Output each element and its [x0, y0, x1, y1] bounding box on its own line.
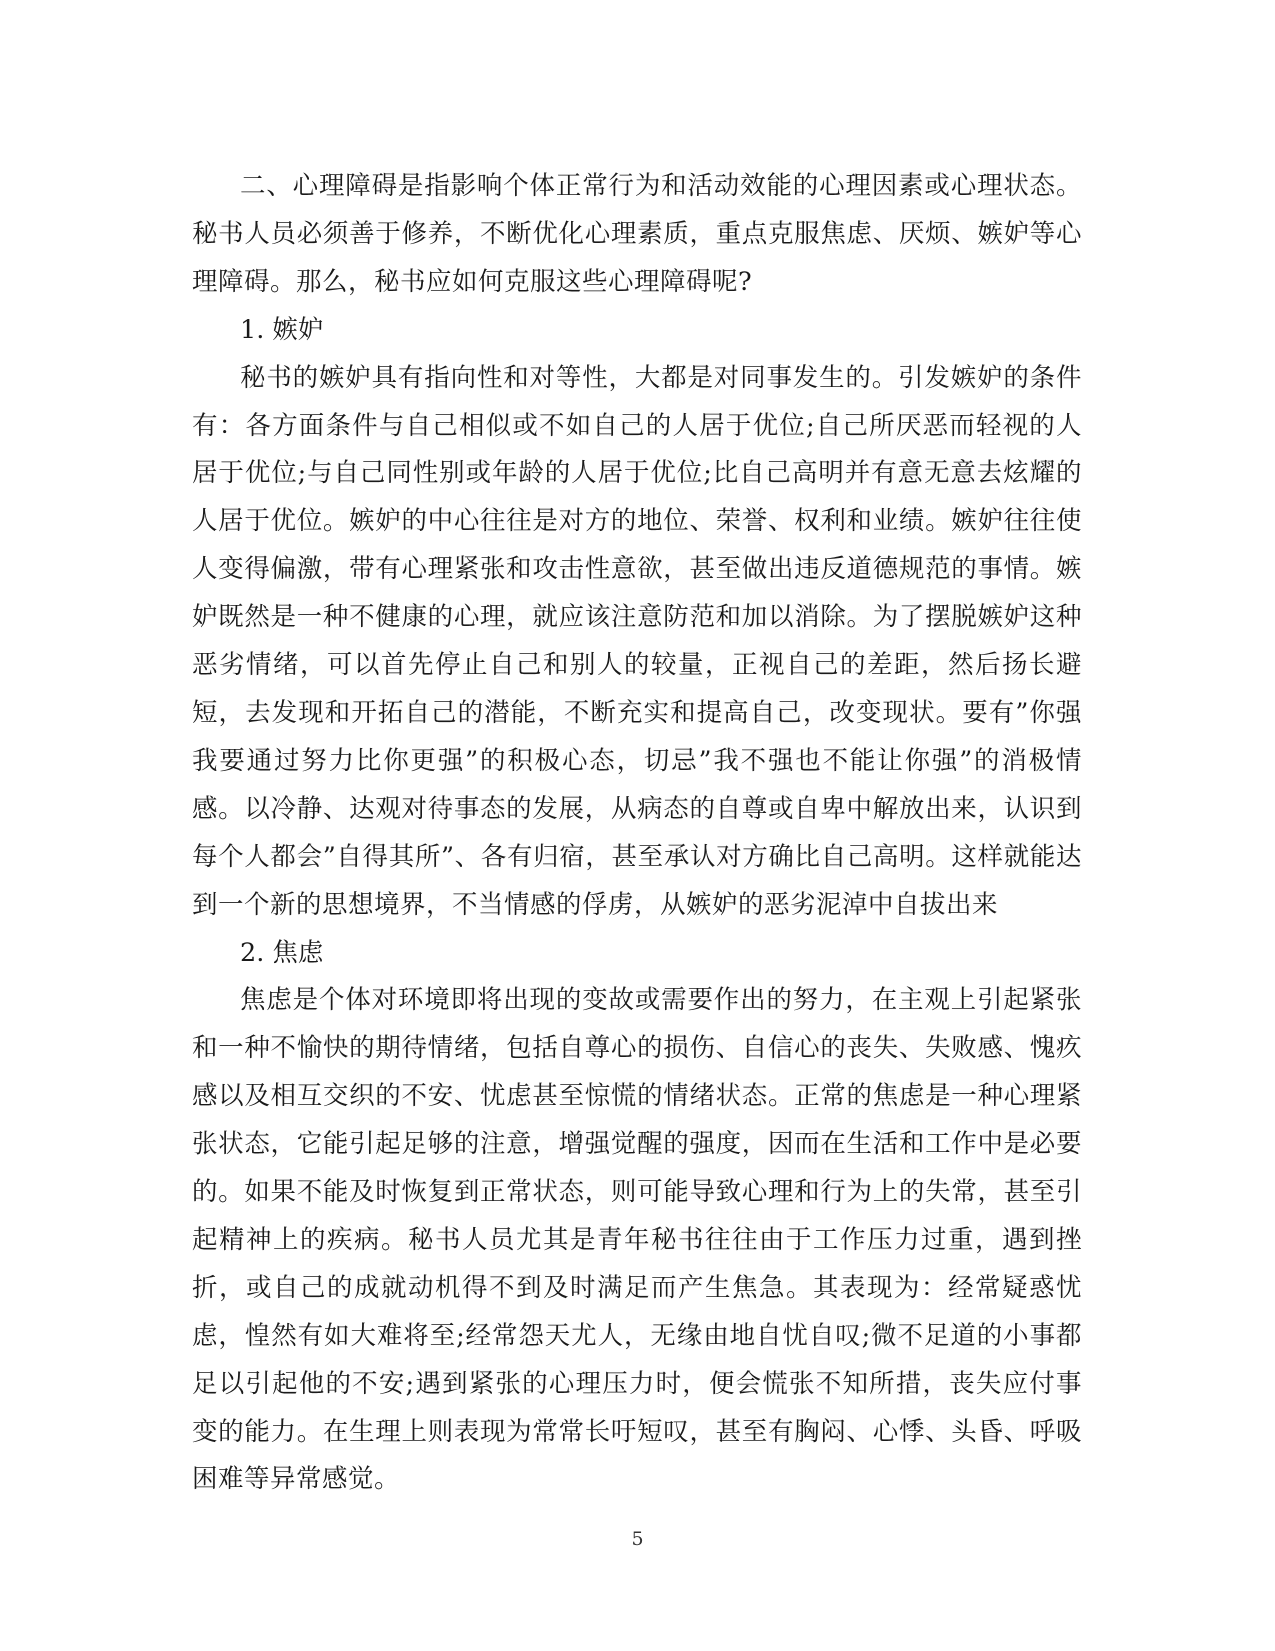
page-number: 5 [631, 1528, 644, 1550]
section-heading-anxiety: 2. 焦虑 [240, 937, 324, 968]
paragraph-anxiety: 焦虑是个体对环境即将出现的变故或需要作出的努力，在主观上引起紧张和一种不愉快的期待情绪，包括自尊心的损伤、自信心的丧失、失败感、愧疚感以及相互交织的不安、忧虑甚至惊慌的情绪状态。正常的焦虑是一种心理紧张状态，它能引起足够的注意，增强觉醒的强度，因而在生活和工作中是必要的。如果不能及时恢复到正常状态，则可能导致心理和行为上的失常，甚至引起精神上的疾病。秘书人员尤其是青年秘书往往由于工作压力过重，遇到挫折，或自己的成就动机得不到及时满足而产生焦急。其表现为：经常疑惑忧虑，惶然有如大难将至;经常怨天尤人，无缘由地自忧自叹;微不足道的小事都足以引起他的不安;遇到紧张的心理压力时，便会慌张不知所措，丧失应付事变的能力。在生理上则表现为常常长吁短叹，甚至有胸闷、心悸、头昏、呼吸困难等异常感觉。 [192, 985, 1082, 1495]
paragraph-intro: 二、心理障碍是指影响个体正常行为和活动效能的心理因素或心理状态。秘书人员必须善于修养，不断优化心理素质，重点克服焦虑、厌烦、嫉妒等心理障碍。那么，秘书应如何克服这些心理障碍呢? [192, 171, 1082, 297]
body-text [192, 163, 1082, 1504]
section-heading-jealousy: 1. 嫉妒 [240, 314, 324, 345]
paragraph-jealousy: 秘书的嫉妒具有指向性和对等性，大都是对同事发生的。引发嫉妒的条件有：各方面条件与自己相似或不如自己的人居于优位;自己所厌恶而轻视的人居于优位;与自己同性别或年龄的人居于优位;比自己高明并有意无意去炫耀的人居于优位。嫉妒的中心往往是对方的地位、荣誉、权利和业绩。嫉妒往往使人变得偏激，带有心理紧张和攻击性意欲，甚至做出违反道德规范的事情。嫉妒既然是一种不健康的心理，就应该注意防范和加以消除。为了摆脱嫉妒这种恶劣情绪，可以首先停止自己和别人的较量，正视自己的差距，然后扬长避短，去发现和开拓自己的潜能，不断充实和提高自己，改变现状。要有”你强我要通过努力比你更强”的积极心态，切忌”我不强也不能让你强”的消极情感。以冷静、达观对待事态的发展，从病态的自尊或自卑中解放出来，认识到每个人都会”自得其所”、各有归宿，甚至承认对方确比自己高明。这样就能达到一个新的思想境界，不当情感的俘虏，从嫉妒的恶劣泥淖中自拔出来 [192, 362, 1082, 920]
